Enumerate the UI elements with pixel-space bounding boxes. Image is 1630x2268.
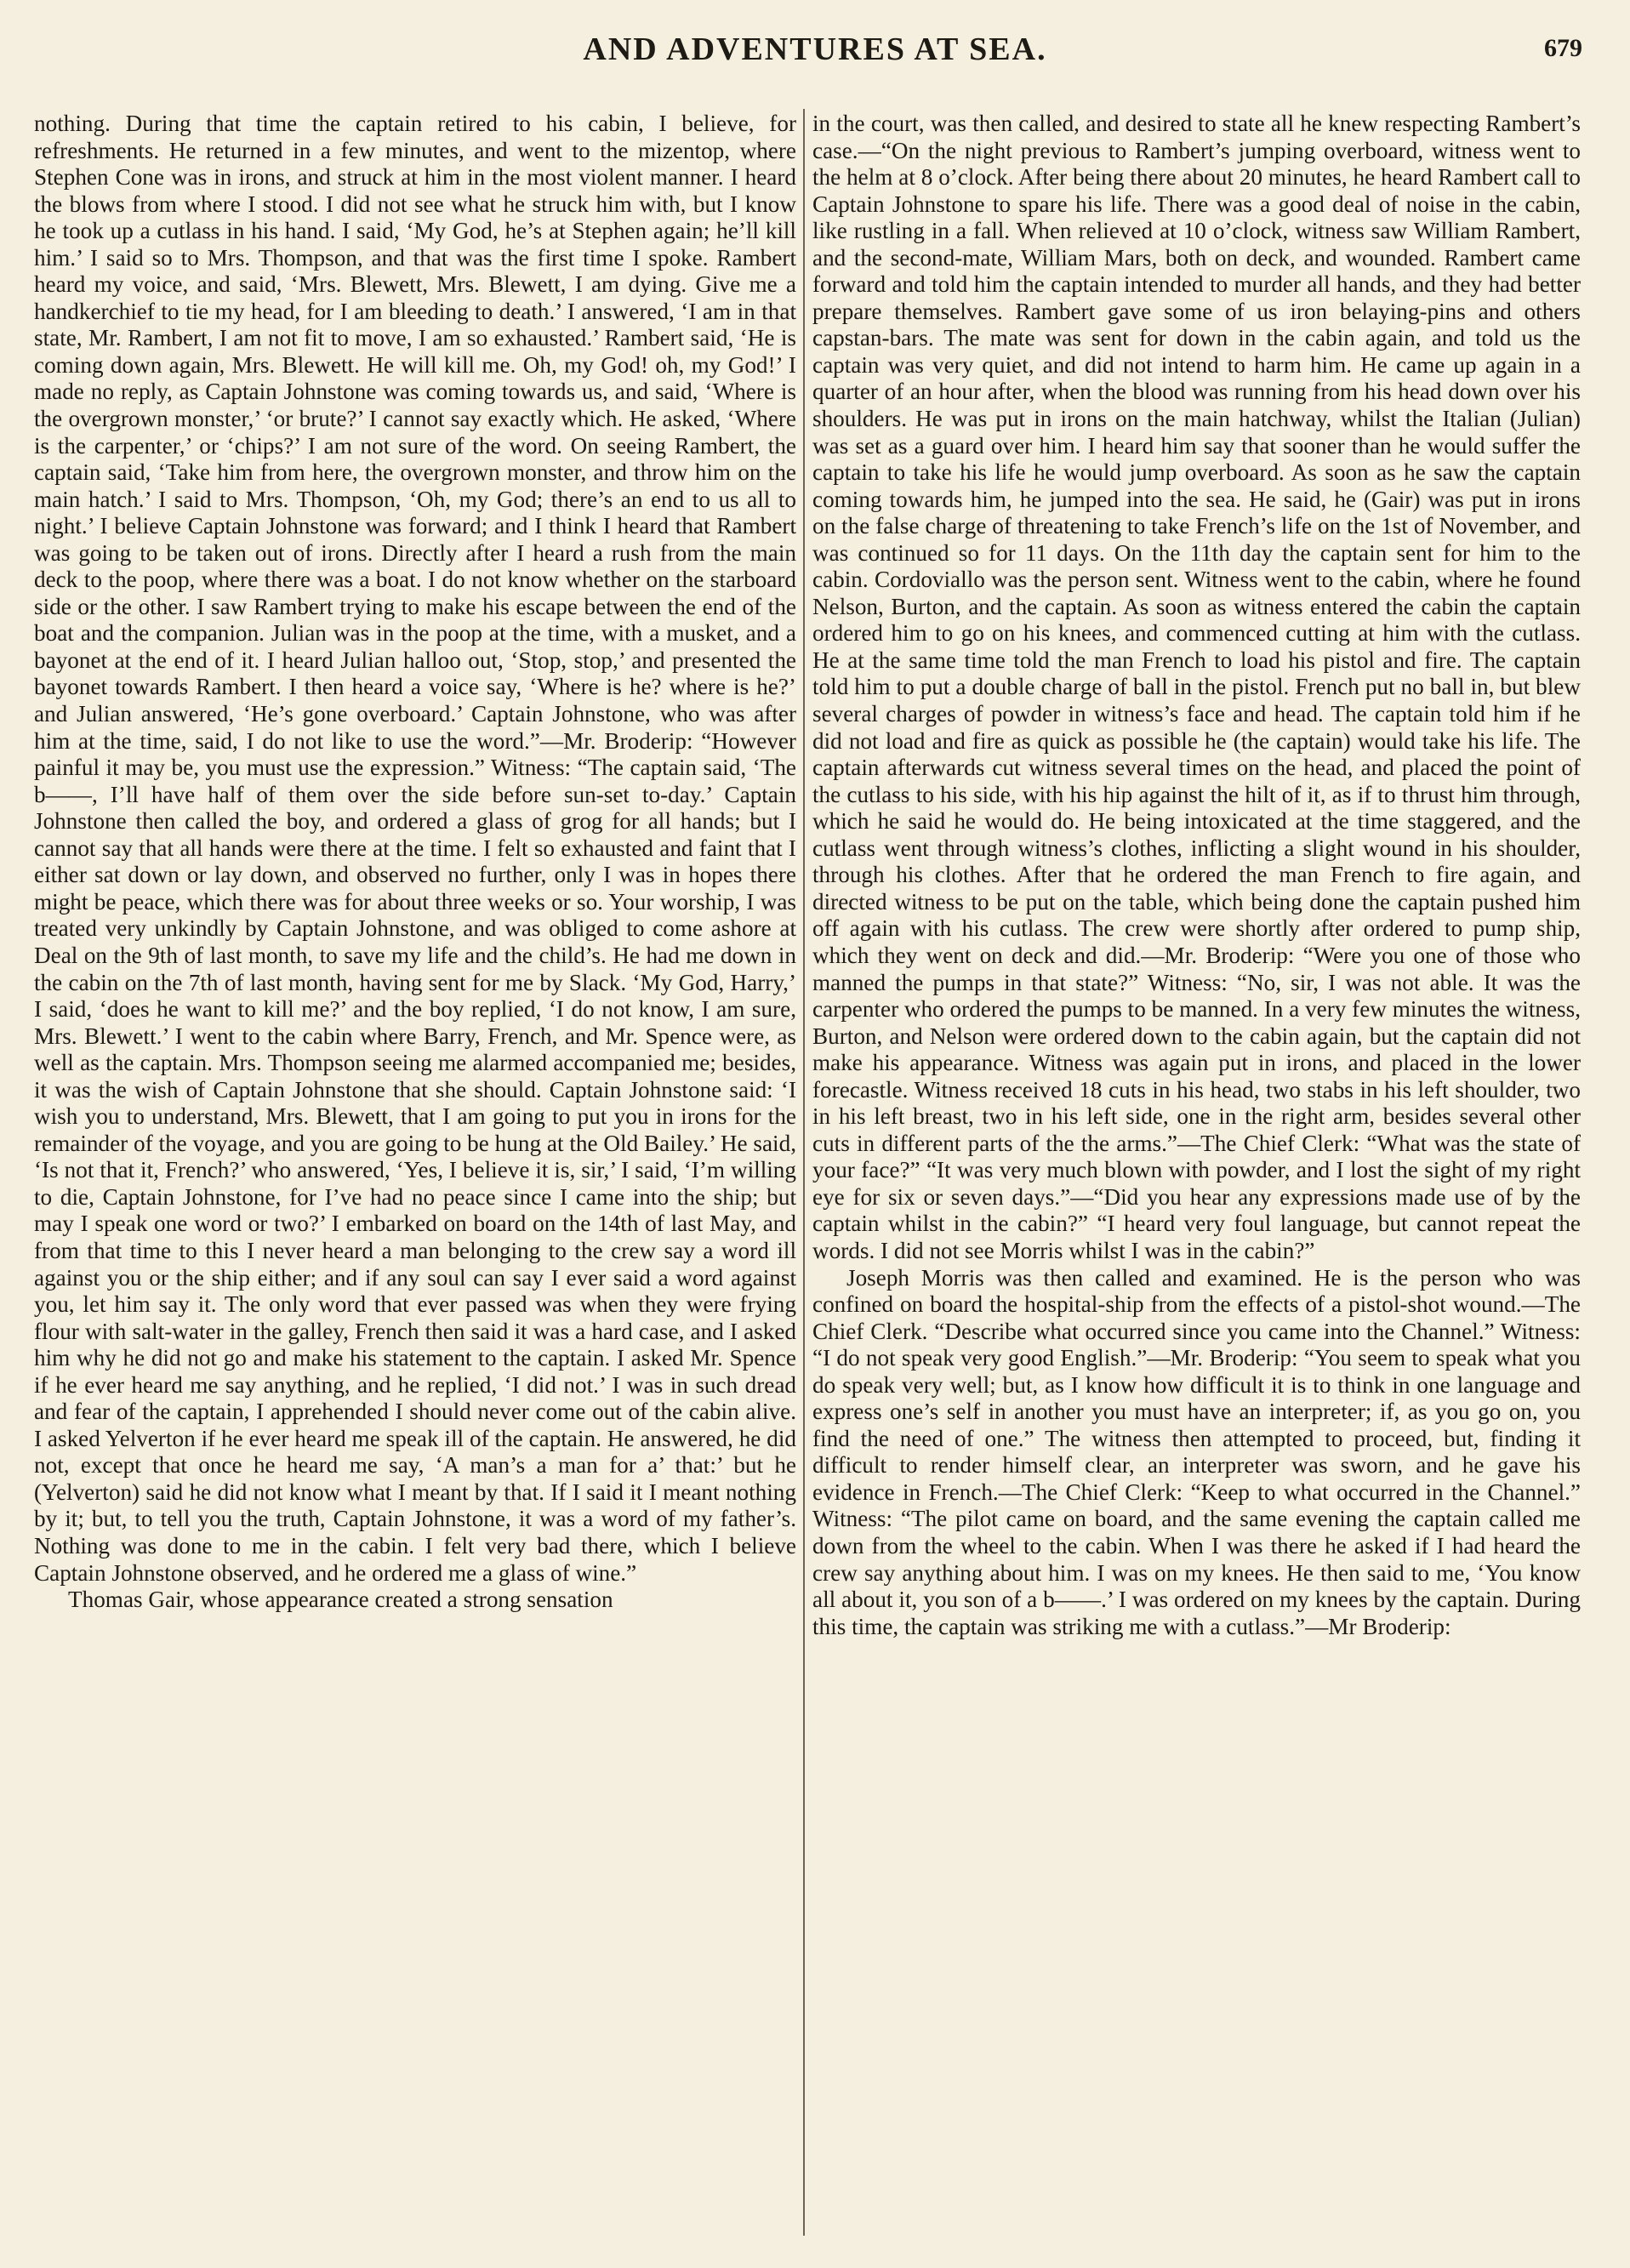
paragraph: Thomas Gair, whose appearance created a strong sensation	[68, 1587, 613, 1613]
page-header	[0, 26, 1630, 77]
running-title: AND ADVENTURES AT SEA.	[583, 31, 1047, 67]
column-divider	[803, 109, 805, 2236]
page-number: 679	[1544, 34, 1582, 62]
paragraph: nothing. During that time the captain retired to his cabin, I believe, for refreshments. He returned in a few minutes, and went to the mizentop, where Stephen Cone was in irons, and struck at him in the most violent manner. I heard the blows from where I stood. I did not see what he struck him with, but I know he took up a cutlass in his hand. I said, ‘My God, he’s at Stephen again; he’ll kill him.’ I said so to Mrs. Thompson, and that was the first time I spoke. Rambert heard my voice, and said, ‘Mrs. Blewett, Mrs. Blewett, I am dying. Give me a handkerchief to tie my head, for I am bleeding to death.’ I answered, ‘I am in that state, Mr. Rambert, I am not fit to move, I am so exhausted.’ Rambert said, ‘He is coming down again, Mrs. Blewett. He will kill me. Oh, my God! oh, my God!’ I made no reply, as Captain Johnstone was coming towards us, and said, ‘Where is the overgrown monster,’ ‘or brute?’ I cannot say exactly which. He asked, ‘Where is the carpenter,’ or ‘chips?’ I am not sure of the word. On seeing Rambert, the captain said, ‘Take him from here, the overgrown monster, and throw him on the main hatch.’ I said to Mrs. Thompson, ‘Oh, my God; there’s an end to us all to night.’ I believe Captain Johnstone was forward; and I think I heard that Rambert was going to be taken out of irons. Directly after I heard a rush from the main deck to the poop, where there was a boat. I do not know whether on the starboard side or the other. I saw Rambert trying to make his escape between the end of the boat and the companion. Julian was in the poop at the time, with a musket, and a bayonet at the end of it. I heard Julian halloo out, ‘Stop, stop,’ and presented the bayonet towards Rambert. I then heard a voice say, ‘Where is he? where is he?’ and Julian answered, ‘He’s gone overboard.’ Captain Johnstone, who was after him at the time, said, I do not like to use the word.”—Mr. Broderip: “However painful it may be, you must use the expression.” Witness: “The captain said, ‘The b——, I’ll have half of them over the side before sun-set to-day.’ Captain Johnstone then called the boy, and ordered a glass of grog for all hands; but I cannot say that all hands were there at the time. I felt so exhausted and faint that I either sat down or lay down, and observed no further, only I was in hopes there might be peace, which there was for about three weeks or so. Your worship, I was treated very unkindly by Captain Johnstone, and was obliged to come ashore at Deal on the 9th of last month, to save my life and the child’s. He had me down in the cabin on the 7th of last month, having sent for me by Slack. ‘My God, Harry,’ I said, ‘does he want to kill me?’ and the boy replied, ‘I do not know, I am sure, Mrs. Blewett.’ I went to the cabin where Barry, French, and Mr. Spence were, as well as the captain. Mrs. Thompson seeing me alarmed accompanied me; besides, it was the wish of Captain Johnstone that she should. Captain Johnstone said: ‘I wish you to understand, Mrs. Blewett, that I am going to put you in irons for the remainder of the voyage, and you are going to be hung at the Old Bailey.’ He said, ‘Is not that it, French?’ who answered, ‘Yes, I believe it is, sir,’ I said, ‘I’m willing to die, Captain Johnstone, for I’ve had no peace since I came into the ship; but may I speak one word or two?’ I embarked on board on the 14th of last May, and from that time to this I never heard a man belonging to the crew say a word ill against you or the ship either; and if any soul can say I ever said a word against you, let him say it. The only word that ever passed was when they were frying flour with salt-water in the galley, French then said it was a hard case, and I asked him why he did not go and make his statement to the captain. I asked Mr. Spence if he ever heard me say anything, and he replied, ‘I did not.’ I was in such dread and fear of the captain, I apprehended I should never come out of the cabin alive. I asked Yelverton if he ever heard me speak ill of the captain. He answered, he did not, except that once he heard me say, ‘A man’s a man for a’ that:’ but he (Yelverton) said he did not know what I meant by that. If I said it I meant nothing by it; but, to tell you the truth, Captain Johnstone, it was a word of my father’s. Nothing was done to me in the cabin. I felt very bad there, which I believe Captain Johnstone observed, and he ordered me a glass of wine.”	[34, 111, 796, 1586]
left-column	[34, 111, 796, 2246]
right-column	[812, 111, 1581, 2246]
paragraph: in the court, was then called, and desired to state all he knew respecting Rambert’s case.—“On the night previous to Rambert’s jumping overboard, witness went to the helm at 8 o’clock. After being there about 20 minutes, he heard Rambert call to Captain Johnstone to spare his life. There was a good deal of noise in the cabin, like rustling in a fall. When relieved at 10 o’clock, witness saw William Rambert, and the second-mate, William Mars, both on deck, and wounded. Rambert came forward and told him the captain intended to murder all hands, and they had better prepare themselves. Rambert gave some of us iron belaying-pins and others capstan-bars. The mate was sent for down in the cabin again, and told us the captain was very quiet, and did not intend to harm him. He came up again in a quarter of an hour after, when the blood was running from his head down over his shoulders. He was put in irons on the main hatchway, whilst the Italian (Julian) was set as a guard over him. I heard him say that sooner than he would suffer the captain to take his life he would jump overboard. As soon as he saw the captain coming towards him, he jumped into the sea. He said, he (Gair) was put in irons on the false charge of threatening to take French’s life on the 1st of November, and was continued so for 11 days. On the 11th day the captain sent for him to the cabin. Cordoviallo was the person sent. Witness went to the cabin, where he found Nelson, Burton, and the captain. As soon as witness entered the cabin the captain ordered him to go on his knees, and commenced cutting at him with the cutlass. He at the same time told the man French to load his pistol and fire. The captain told him to put a double charge of ball in the pistol. French put no ball in, but blew several charges of powder in witness’s face and head. The captain told him if he did not load and fire as quick as possible he (the captain) would take his life. The captain afterwards cut witness several times on the head, and placed the point of the cutlass to his side, with his hip against the hilt of it, as if to thrust him through, which he said he would do. He being intoxicated at the time staggered, and the cutlass went through witness’s clothes, inflicting a slight wound in his shoulder, through his clothes. After that he ordered the man French to fire again, and directed witness to be put on the table, which being done the captain pushed him off again with his cutlass. The crew were shortly after ordered to pump ship, which they went on deck and did.—Mr. Broderip: “Were you one of those who manned the pumps in that state?” Witness: “No, sir, I was not able. It was the carpenter who ordered the pumps to be manned. In a very few minutes the witness, Burton, and Nelson were ordered down to the cabin again, but the captain did not make his appearance. Witness was again put in irons, and placed in the lower forecastle. Witness received 18 cuts in his head, two stabs in his left shoulder, two in his left breast, two in his left side, one in the right arm, besides several other cuts in different parts of the the arms.”—The Chief Clerk: “What was the state of your face?” “It was very much blown with powder, and I lost the sight of my right eye for six or seven days.”—“Did you hear any expressions made use of by the captain whilst in the cabin?” “I heard very foul language, but cannot repeat the words. I did not see Morris whilst I was in the cabin?”	[812, 111, 1581, 1263]
paragraph: Joseph Morris was then called and examined. He is the person who was confined on board the hospital-ship from the effects of a pistol-shot wound.—The Chief Clerk. “Describe what occurred since you came into the Channel.” Witness: “I do not speak very good English.”—Mr. Broderip: “You seem to speak what you do speak very well; but, as I know how difficult it is to think in one language and express one’s self in another you must have an interpreter; if, as you go on, you find the need of one.” The witness then attempted to proceed, but, finding it difficult to render himself clear, an interpreter was sworn, and he gave his evidence in French.—The Chief Clerk: “Keep to what occurred in the Channel.” Witness: “The pilot came on board, and the same evening the captain called me down from the wheel to the cabin. When I was there he asked if I had heard the crew say anything about him. I was on my knees. He then said to me, ‘You know all about it, you son of a b——.’ I was ordered on my knees by the captain. During this time, the captain was striking me with a cutlass.”—Mr Broderip:	[812, 1264, 1581, 1639]
